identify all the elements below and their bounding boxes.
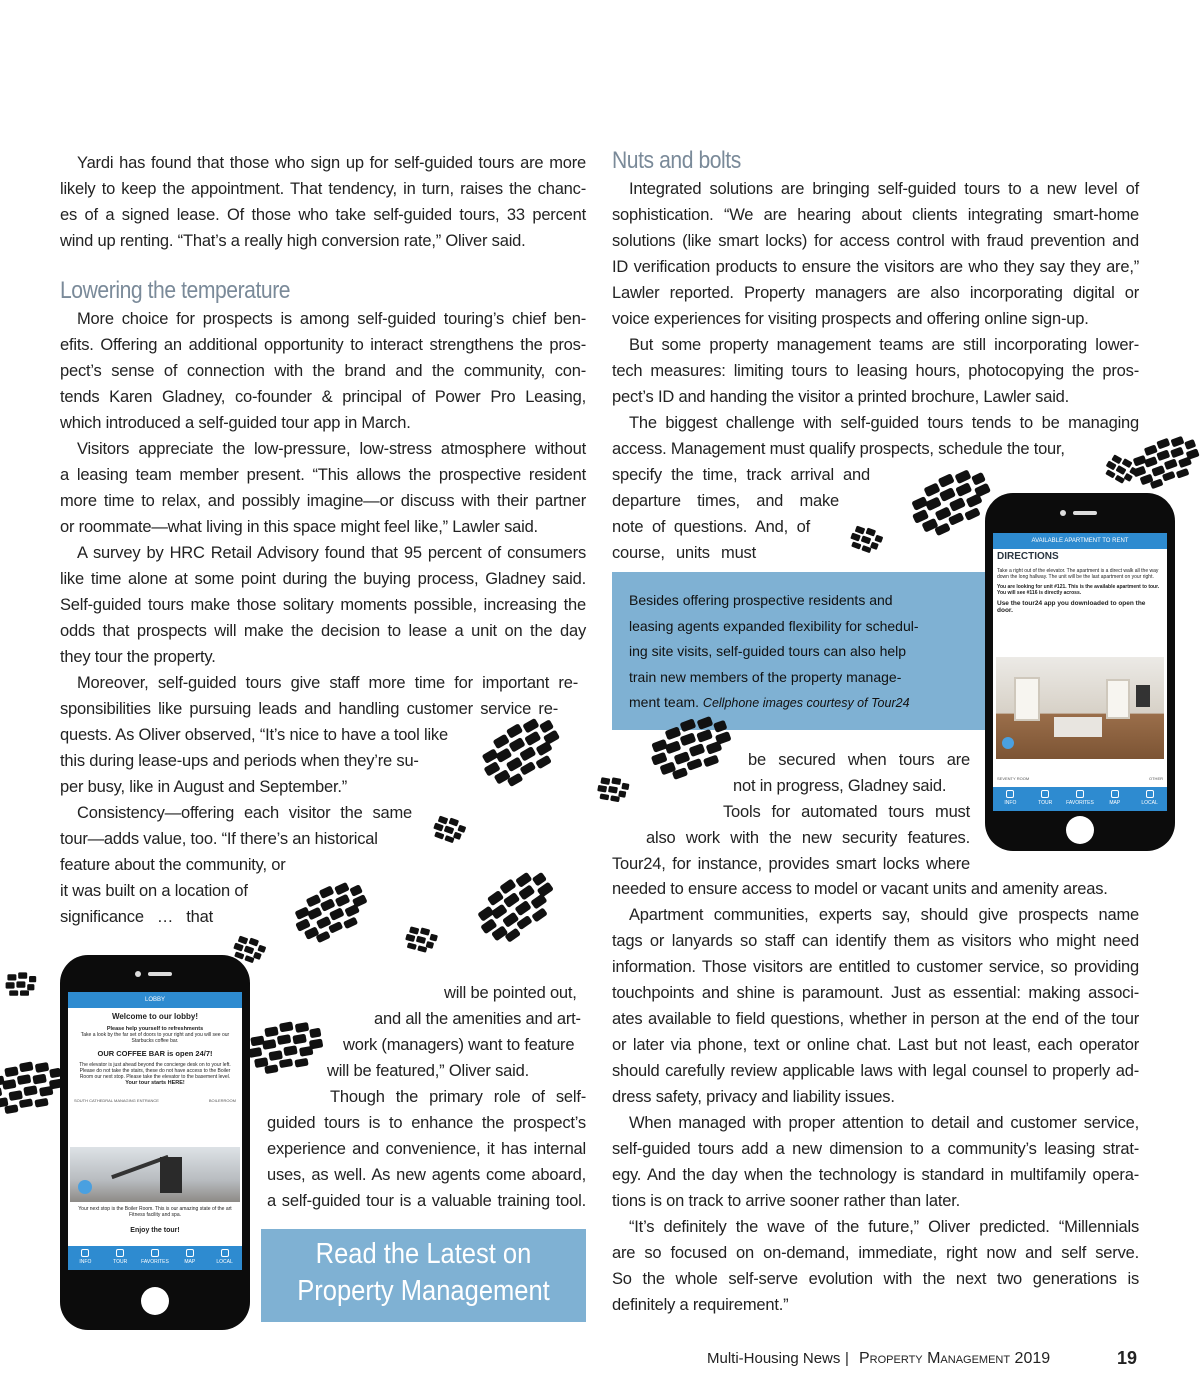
app-text: Enjoy the tour! bbox=[130, 1227, 180, 1234]
footprint-icon bbox=[515, 905, 525, 915]
body-line: Consistency—offering each visitor the same bbox=[77, 804, 412, 822]
body-line: dress safety, privacy and liability issues. bbox=[612, 1088, 895, 1106]
camera-dot bbox=[135, 971, 141, 977]
audio-icon[interactable] bbox=[78, 1180, 92, 1194]
home-button bbox=[141, 1287, 169, 1315]
body-line: guided tours is to enhance the prospect’s bbox=[267, 1114, 586, 1132]
location-label: SOUTH CATHEDRAL MANAGING ENTRANCE bbox=[74, 1098, 159, 1103]
body-line: also work with the new security features. bbox=[646, 829, 970, 847]
body-line: efits. Offering an additional opportunity to interact strengthens the pros- bbox=[60, 336, 586, 354]
body-line: they tour the property. bbox=[60, 648, 216, 666]
caption-line: ment team. Cellphone images courtesy of Tour24 bbox=[629, 694, 910, 710]
tab-info[interactable]: INFO bbox=[68, 1246, 103, 1270]
app-text: OUR COFFEE BAR is open 24/7! bbox=[97, 1049, 213, 1058]
body-line: sponsibilities like pursuing leads and handling customer service re- bbox=[60, 700, 558, 718]
apartment-photo bbox=[996, 657, 1164, 759]
tab-map[interactable]: MAP bbox=[172, 1246, 207, 1270]
image-credit: Cellphone images courtesy of Tour24 bbox=[702, 696, 910, 710]
footprint-icon bbox=[950, 500, 960, 510]
body-line: which introduced a self-guided tour app in March. bbox=[60, 414, 411, 432]
body-line: and all the amenities and art- bbox=[374, 1010, 581, 1028]
body-line: es of a signed lease. Of those who take self-guided tours, 33 percent bbox=[60, 206, 586, 224]
heel-print-icon bbox=[20, 985, 30, 995]
body-line: definitely a requirement.” bbox=[612, 1296, 789, 1314]
body-line: quests. As Oliver observed, “It’s nice to have a tool like bbox=[60, 726, 448, 744]
body-line: Moreover, self-guided tours give staff more time for important re- bbox=[77, 674, 578, 692]
body-line: per busy, like in August and September.” bbox=[60, 778, 348, 796]
body-line: are so focused on on-demand, immediate, right now and self serve. bbox=[612, 1244, 1139, 1262]
body-line: departure times, and make bbox=[612, 492, 839, 510]
location-label: SEVENTY ROOM bbox=[997, 776, 1030, 781]
body-line: Lawler reported. Property managers are also incorporating digital or bbox=[612, 284, 1139, 302]
app-text: You are looking for unit #121. This is the available apartment to tour. You will see #116 is directly across. bbox=[997, 584, 1160, 596]
location-label: BOILERROOM bbox=[208, 1098, 236, 1103]
footprint-icon bbox=[330, 910, 340, 920]
app-text: Please help yourself to refreshments bbox=[106, 1026, 204, 1032]
heel-print-icon bbox=[420, 940, 430, 950]
body-line: ID verification products to ensure the visitors are who they say they are,” bbox=[612, 258, 1139, 276]
body-line: not in progress, Gladney said. bbox=[733, 777, 947, 795]
body-line: Tools for automated tours must bbox=[723, 803, 970, 821]
body-line: more time to relax, and possibly imagine—or discuss with their partner bbox=[60, 492, 586, 510]
body-line: tions is on track to arrive sooner rather than later. bbox=[612, 1192, 960, 1210]
body-line: a self-guided tour is a valuable training tool. bbox=[267, 1192, 586, 1210]
app-bar: LOBBY bbox=[68, 992, 242, 1008]
section-heading: Lowering the temperature bbox=[60, 277, 291, 304]
section-heading: Nuts and bolts bbox=[612, 147, 741, 174]
body-line: voice experiences for visiting prospects and offering online sign-up. bbox=[612, 310, 1089, 328]
caption-line: train new members of the property manage- bbox=[629, 668, 902, 685]
body-line: should carefully review applicable laws with legal counsel to properly ad- bbox=[612, 1062, 1139, 1080]
body-line: tour—adds value, too. “If there’s an historical bbox=[60, 830, 378, 848]
body-line: likely to keep the appointment. That tendency, in turn, raises the chanc- bbox=[60, 180, 586, 198]
welcome-title: Welcome to our lobby! bbox=[111, 1012, 199, 1021]
lobby-content bbox=[74, 1012, 236, 1103]
body-line: significance … that bbox=[60, 908, 213, 926]
location-label: OTHER bbox=[1149, 776, 1163, 781]
body-line: The biggest challenge with self-guided tours tends to be managing bbox=[629, 414, 1139, 432]
tab-map[interactable]: MAP bbox=[1097, 787, 1132, 811]
heel-print-icon bbox=[612, 790, 622, 800]
tab-info[interactable]: INFO bbox=[993, 787, 1028, 811]
caption-text bbox=[629, 588, 959, 717]
body-line: Yardi has found that those who sign up for self-guided tours are more bbox=[77, 154, 586, 172]
body-line: or later via phone, text or online chat. Last but not least, each operator bbox=[612, 1036, 1139, 1054]
body-line: uses, as well. As new agents come aboard, bbox=[267, 1166, 586, 1184]
app-text: Your next stop is the Boiler Room. This is our amazing state of the art Fitness facility and spa. bbox=[78, 1206, 232, 1218]
tab-local[interactable]: LOCAL bbox=[207, 1246, 242, 1270]
heel-print-icon bbox=[1120, 470, 1130, 480]
body-line: So the whole self-serve evolution with the next two generations is bbox=[612, 1270, 1139, 1288]
body-line: “It’s definitely the wave of the future,” Oliver predicted. “Millennials bbox=[629, 1218, 1139, 1236]
body-line: Self-guided tours make those solitary moments possible, increasing the bbox=[60, 596, 586, 614]
page-number: 19 bbox=[1117, 1348, 1138, 1368]
heel-print-icon bbox=[448, 830, 458, 840]
heel-print-icon bbox=[248, 950, 258, 960]
body-line: like time alone at some point during the buying process, Gladney said. bbox=[60, 570, 586, 588]
body-line: course, units must bbox=[612, 544, 756, 562]
app-tab-bar bbox=[68, 1246, 242, 1270]
home-button bbox=[1066, 816, 1094, 844]
speaker-slot bbox=[148, 972, 172, 976]
body-line: But some property management teams are still incorporating lower- bbox=[629, 336, 1139, 354]
speaker-slot bbox=[1073, 511, 1097, 515]
app-screen bbox=[68, 992, 242, 1270]
phone-mockup-lobby bbox=[60, 955, 250, 1330]
directions-title: DIRECTIONS bbox=[997, 551, 1059, 562]
body-line: be secured when tours are bbox=[748, 751, 970, 769]
app-bar: AVAILABLE APARTMENT TO RENT bbox=[993, 533, 1167, 549]
body-line: it was built on a location of bbox=[60, 882, 248, 900]
body-line: this during lease-ups and periods when they’re su- bbox=[60, 752, 419, 770]
body-line: Apartment communities, experts say, should give prospects name bbox=[629, 906, 1139, 924]
body-line: self-guided tours add a new dimension to a community’s leasing strat- bbox=[612, 1140, 1139, 1158]
app-text: Your tour starts HERE! bbox=[125, 1080, 185, 1086]
footprint-icon bbox=[1165, 460, 1175, 470]
body-line: touchpoints and shine is paramount. Just as essential: making associ- bbox=[612, 984, 1139, 1002]
tab-tour[interactable]: TOUR bbox=[1028, 787, 1063, 811]
body-line: tech measures: limiting tours to leasing hours, photocopying the pros- bbox=[612, 362, 1139, 380]
body-line: More choice for prospects is among self-guided touring’s chief ben- bbox=[77, 310, 586, 328]
body-line: pect’s ID and handing the visitor a printed brochure, Lawler said. bbox=[612, 388, 1070, 406]
app-text: Take a look by the far set of doors to your right and you will see our Starbucks coffee bar. bbox=[80, 1032, 230, 1044]
body-line: work (managers) want to feature bbox=[343, 1036, 575, 1054]
phone-mockup-directions bbox=[985, 493, 1175, 851]
heel-print-icon bbox=[865, 540, 875, 550]
app-text: The elevator is just ahead beyond the concierge desk on to your left. Please do not take the stairs, these do not have access to the Boiler Room our next stop. Please take the elevator to the basement level. bbox=[79, 1062, 231, 1080]
body-line: A survey by HRC Retail Advisory found that 95 percent of consumers bbox=[77, 544, 586, 562]
app-text: Take a right out of the elevator. The apartment is a direct walk all the way down the long hallway. The unit will be the last apartment on your right. bbox=[997, 568, 1159, 580]
body-line: or roommate—what living in this space might feel like,” Lawler said. bbox=[60, 518, 538, 536]
body-line: needed to ensure access to model or vacant units and amenity areas. bbox=[612, 880, 1108, 898]
directions-content bbox=[997, 551, 1163, 614]
body-line: feature about the community, or bbox=[60, 856, 286, 874]
footprint-icon bbox=[285, 1045, 295, 1055]
body-line: will be featured,” Oliver said. bbox=[327, 1062, 529, 1080]
section-name: Property Management 2019 bbox=[859, 1350, 1051, 1367]
body-line: wind up renting. “That’s a really high conversion rate,” Oliver said. bbox=[60, 232, 526, 250]
cta-line: Property Management bbox=[297, 1275, 550, 1307]
caption-line: ing site visits, self-guided tours can also help bbox=[629, 643, 907, 659]
body-line: tags or lanyards so staff can identify them as visitors who might need bbox=[612, 932, 1139, 950]
app-text: Use the tour24 app you downloaded to open the door. bbox=[997, 600, 1146, 614]
tab-tour[interactable]: TOUR bbox=[103, 1246, 138, 1270]
body-line: When managed with proper attention to detail and customer service, bbox=[629, 1114, 1139, 1132]
tab-favorites[interactable]: FAVORITES bbox=[1063, 787, 1098, 811]
camera-dot bbox=[1060, 510, 1066, 516]
body-line: specify the time, track arrival and bbox=[612, 466, 870, 484]
read-latest-button[interactable] bbox=[261, 1229, 586, 1322]
footprint-icon bbox=[690, 745, 700, 755]
cta-line: Read the Latest on bbox=[315, 1238, 532, 1270]
app-tab-bar bbox=[993, 787, 1167, 811]
body-line: sophistication. “We are hearing about clients integrating smart-home bbox=[612, 206, 1139, 224]
body-line: Integrated solutions are bringing self-guided tours to a new level of bbox=[629, 180, 1139, 198]
tab-local[interactable]: LOCAL bbox=[1132, 787, 1167, 811]
publication-name: Multi-Housing News bbox=[707, 1350, 841, 1367]
body-line: will be pointed out, bbox=[444, 984, 577, 1002]
body-line: information. Those visitors are entitled to customer service, so providing bbox=[612, 958, 1139, 976]
body-line: experience and convenience, it has internal bbox=[267, 1140, 586, 1158]
footprint-icon bbox=[520, 750, 530, 760]
tab-favorites[interactable]: FAVORITES bbox=[138, 1246, 173, 1270]
body-line: odds that prospects will make the decision to lease a unit on the day bbox=[60, 622, 586, 640]
body-line: tends Karen Gladney, co-founder & principal of Power Pro Leasing, bbox=[60, 388, 586, 406]
caption-line: leasing agents expanded flexibility for schedul- bbox=[629, 617, 919, 634]
body-line: solutions (like smart locks) for access control with fraud prevention and bbox=[612, 232, 1139, 250]
audio-icon[interactable] bbox=[1002, 737, 1014, 749]
body-line: ates available to field questions, whether in person at the end of the tour bbox=[612, 1010, 1139, 1028]
body-line: a leasing team member present. “This allows the prospective resident bbox=[60, 466, 586, 484]
body-line: pect’s sense of connection with the brand and the community, con- bbox=[60, 362, 586, 380]
caption-line: Besides offering prospective residents and bbox=[629, 592, 893, 608]
footprint-icon bbox=[25, 1085, 35, 1095]
body-line: note of questions. And, of bbox=[612, 518, 810, 536]
body-line: Though the primary role of self- bbox=[330, 1088, 586, 1106]
body-line: Tour24, for instance, provides smart locks where bbox=[612, 855, 970, 873]
body-line: Visitors appreciate the low-pressure, low-stress atmosphere without bbox=[77, 440, 586, 458]
footer-separator: | bbox=[845, 1350, 849, 1367]
body-line: access. Management must qualify prospects, schedule the tour, bbox=[612, 440, 1065, 458]
lobby-photo bbox=[70, 1147, 240, 1202]
photo-caption-callout bbox=[612, 572, 987, 730]
app-screen bbox=[993, 533, 1167, 811]
body-line: egy. And the day when the technology is standard in multifamily opera- bbox=[612, 1166, 1139, 1184]
